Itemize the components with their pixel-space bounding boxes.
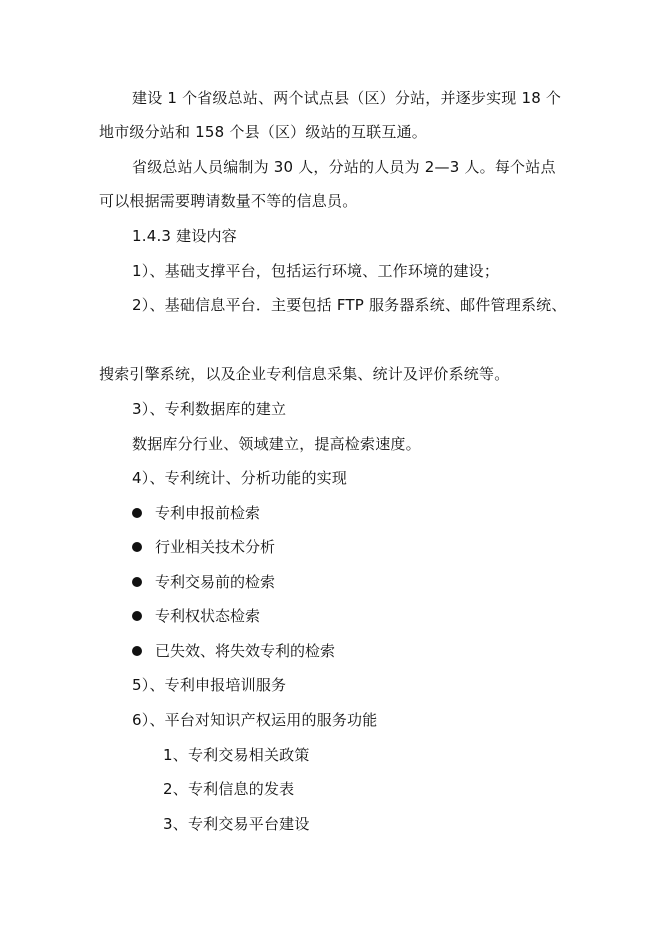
section-heading: 1.4.3 建设内容 (132, 227, 237, 245)
bullet-text: 行业相关技术分析 (155, 538, 276, 556)
content-item-4: 4）、专利统计、分析功能的实现 (132, 469, 348, 487)
bullet-text: 已失效、将失效专利的检索 (155, 642, 336, 660)
bullet-text: 专利权状态检索 (155, 607, 261, 625)
paragraph-2-line-1: 省级总站人员编制为 30 人，分站的人员为 2—3 人。每个站点 (132, 158, 556, 176)
bullet-text: 专利申报前检索 (155, 504, 261, 522)
paragraph-1-line-2: 地市级分站和 158 个县（区）级站的互联互通。 (99, 123, 427, 141)
bullet-dot-icon (132, 577, 142, 587)
content-item-3-description: 数据库分行业、领域建立，提高检索速度。 (132, 435, 421, 453)
bullet-dot-icon (132, 542, 142, 552)
content-item-2-line-1: 2）、基础信息平台．主要包括 FTP 服务器系统、邮件管理系统、 (132, 296, 567, 314)
content-item-2-line-2: 搜索引擎系统，以及企业专利信息采集、统计及评价系统等。 (99, 365, 510, 383)
sub-item-3: 3、专利交易平台建设 (163, 815, 310, 833)
content-item-1: 1）、基础支撑平台，包括运行环境、工作环境的建设； (132, 262, 500, 280)
bullet-dot-icon (132, 611, 142, 621)
content-item-3: 3）、专利数据库的建立 (132, 400, 287, 418)
content-item-6: 6）、平台对知识产权运用的服务功能 (132, 711, 378, 729)
sub-item-1: 1、专利交易相关政策 (163, 746, 310, 764)
bullet-dot-icon (132, 646, 142, 656)
bullet-dot-icon (132, 508, 142, 518)
paragraph-1-line-1: 建设 1 个省级总站、两个试点县（区）分站，并逐步实现 18 个 (132, 89, 562, 107)
sub-item-2: 2、专利信息的发表 (163, 780, 295, 798)
content-item-5: 5）、专利申报培训服务 (132, 676, 287, 694)
paragraph-2-line-2: 可以根据需要聘请数量不等的信息员。 (99, 192, 358, 210)
bullet-text: 专利交易前的检索 (155, 573, 276, 591)
